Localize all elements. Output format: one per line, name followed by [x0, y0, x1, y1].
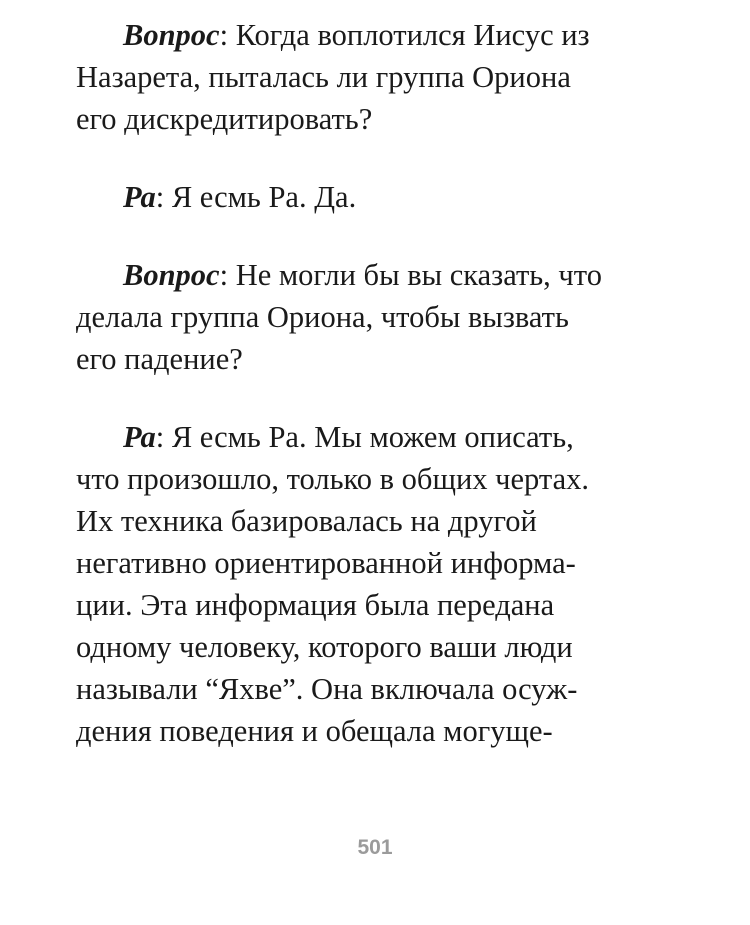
line-text: : Не могли бы вы сказать, что: [219, 258, 602, 292]
line-text: : Когда воплотился Иисус из: [219, 18, 590, 52]
text-line: называли “Яхве”. Она включала осуж-: [76, 672, 578, 706]
page-number: 501: [357, 836, 393, 859]
text-line: Их техника базировалась на другой: [76, 504, 537, 538]
text-line: делала группа Ориона, чтобы вызвать: [76, 300, 569, 334]
text-line: Назарета, пыталась ли группа Ориона: [76, 60, 571, 94]
line-text: : Я есмь Ра. Мы можем описать,: [155, 420, 574, 454]
paragraph-question-1: [76, 14, 676, 140]
speaker-label: Вопрос: [123, 18, 220, 52]
speaker-label: Ра: [123, 180, 156, 214]
text-line: его падение?: [76, 342, 243, 376]
text-line: дения поведения и обещала могуще-: [76, 714, 553, 748]
paragraph-answer-2: [76, 416, 676, 752]
text-line: [76, 176, 676, 218]
paragraph-question-2: [76, 254, 676, 380]
speaker-label: Вопрос: [123, 258, 220, 292]
text-line: [76, 416, 676, 458]
text-line: [76, 254, 676, 296]
text-line: его дискредитировать?: [76, 102, 373, 136]
text-line: [76, 14, 676, 56]
text-line: одному человеку, которого ваши люди: [76, 630, 573, 664]
line-text: : Я есмь Ра. Да.: [155, 180, 357, 214]
paragraph-answer-1: [76, 176, 676, 218]
text-line: негативно ориентированной информа-: [76, 546, 576, 580]
page-body: [76, 14, 676, 788]
speaker-label: Ра: [123, 420, 156, 454]
text-line: ции. Эта информация была передана: [76, 588, 555, 622]
text-line: что произошло, только в общих чертах.: [76, 462, 589, 496]
